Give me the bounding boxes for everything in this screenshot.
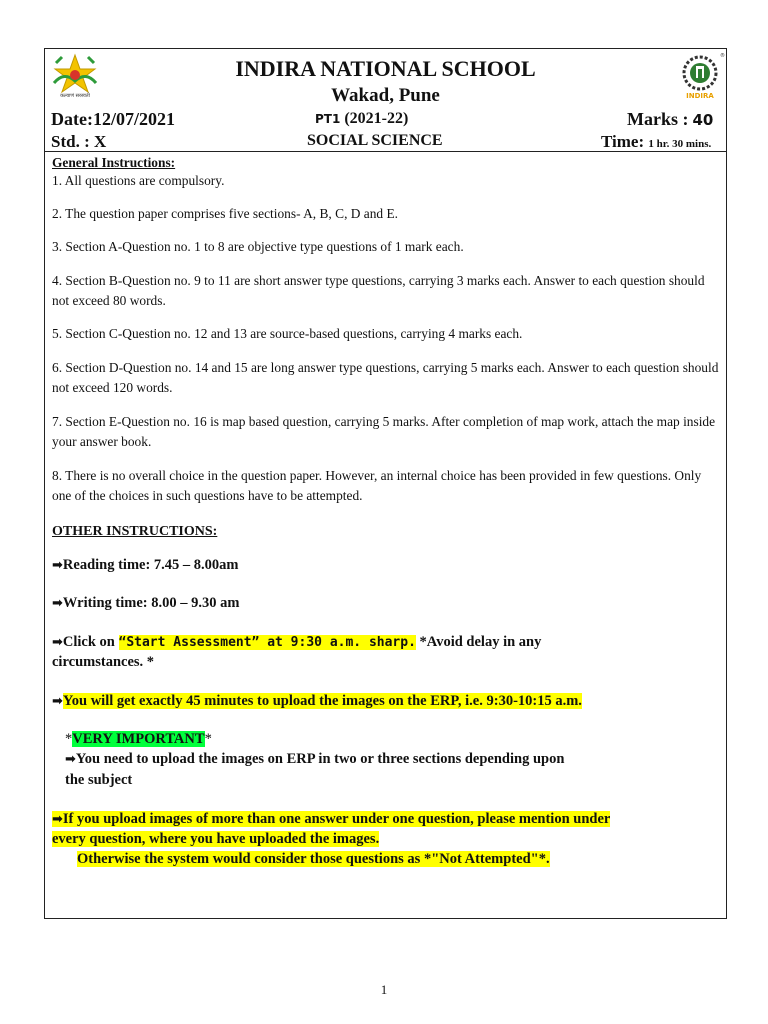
upload-sections-instruction: ➡You need to upload the images on ERP in two or three sections depending upon bbox=[65, 751, 565, 767]
arrow-right-icon: ➡ bbox=[52, 635, 63, 650]
start-assessment-instruction: ➡Click on “Start Assessment” at 9:30 a.m. sharp. *Avoid delay in any bbox=[52, 634, 542, 650]
arrow-right-icon: ➡ bbox=[52, 694, 63, 709]
exam-year: (2021-22) bbox=[344, 110, 409, 127]
exam-duration bbox=[601, 132, 711, 152]
exam-code: PT1 bbox=[315, 112, 341, 126]
total-marks bbox=[627, 109, 713, 130]
multi-answer-instruction-cont: every question, where you have uploaded the images. bbox=[52, 831, 380, 847]
question-paper-frame bbox=[44, 48, 727, 919]
svg-text:कल्याणं सरस्वती: कल्याणं सरस्वती bbox=[60, 93, 90, 99]
time-label: Time: bbox=[601, 132, 645, 151]
arrow-right-icon: ➡ bbox=[65, 752, 76, 767]
instruction-item: 4. Section B-Question no. 9 to 11 are short answer type questions, carrying 3 marks each. Answer to each question should not exceed 80 words. bbox=[52, 273, 705, 308]
upload-window-instruction: ➡You will get exactly 45 minutes to upload the images on the ERP, i.e. 9:30-10:15 a.m. bbox=[52, 693, 582, 709]
start-assessment-highlight: “Start Assessment” at 9:30 a.m. sharp. bbox=[118, 635, 416, 650]
instruction-item: 8. There is no overall choice in the question paper. However, an internal choice has been provided in few questions. Only one of the choices in such questions have to be attempted. bbox=[52, 468, 702, 503]
page-number: 1 bbox=[380, 982, 388, 997]
multi-answer-instruction: ➡If you upload images of more than one answer under one question, please mention under bbox=[52, 811, 611, 827]
not-attempted-warning: Otherwise the system would consider those questions as *"Not Attempted"*. bbox=[77, 851, 550, 867]
very-important-label: *VERY IMPORTANT* bbox=[65, 731, 212, 747]
standard: Std. : X bbox=[51, 132, 107, 151]
subject-name: SOCIAL SCIENCE bbox=[307, 132, 443, 149]
arrow-right-icon: ➡ bbox=[52, 812, 63, 827]
marks-label: Marks : bbox=[627, 109, 689, 129]
exam-name bbox=[315, 110, 408, 128]
general-instructions-heading: General Instructions: bbox=[52, 155, 176, 170]
exam-date: Date:12/07/2021 bbox=[51, 109, 175, 129]
school-city: Wakad, Pune bbox=[331, 85, 440, 106]
other-instructions-heading: OTHER INSTRUCTIONS: bbox=[52, 524, 218, 539]
header-divider bbox=[45, 151, 726, 152]
time-value: 1 hr. 30 mins. bbox=[648, 138, 712, 150]
instruction-item: 5. Section C-Question no. 12 and 13 are source-based questions, carrying 4 marks each. bbox=[52, 326, 523, 341]
instruction-item: 3. Section A-Question no. 1 to 8 are objective type questions of 1 mark each. bbox=[52, 239, 464, 254]
marks-value: 40 bbox=[692, 111, 714, 129]
reading-time: ➡Reading time: 7.45 – 8.00am bbox=[52, 557, 239, 573]
upload-sections-instruction-cont: the subject bbox=[65, 772, 133, 788]
circumstances-line: circumstances. * bbox=[52, 654, 155, 670]
writing-time: ➡Writing time: 8.00 – 9.30 am bbox=[52, 595, 240, 611]
arrow-right-icon: ➡ bbox=[52, 558, 63, 573]
arrow-right-icon: ➡ bbox=[52, 596, 63, 611]
svg-text:INDIRA: INDIRA bbox=[686, 92, 714, 100]
school-name: INDIRA NATIONAL SCHOOL bbox=[235, 56, 536, 81]
instruction-item: 7. Section E-Question no. 16 is map based question, carrying 5 marks. After completion of map work, attach the map inside your answer book. bbox=[52, 414, 716, 449]
instruction-item: 6. Section D-Question no. 14 and 15 are long answer type questions, carrying 5 marks each. Answer to each question should not exceed 120 words. bbox=[52, 360, 719, 395]
svg-text:®: ® bbox=[720, 53, 725, 59]
instruction-item: 2. The question paper comprises five sections- A, B, C, D and E. bbox=[52, 206, 398, 221]
instruction-item: 1. All questions are compulsory. bbox=[52, 173, 225, 188]
